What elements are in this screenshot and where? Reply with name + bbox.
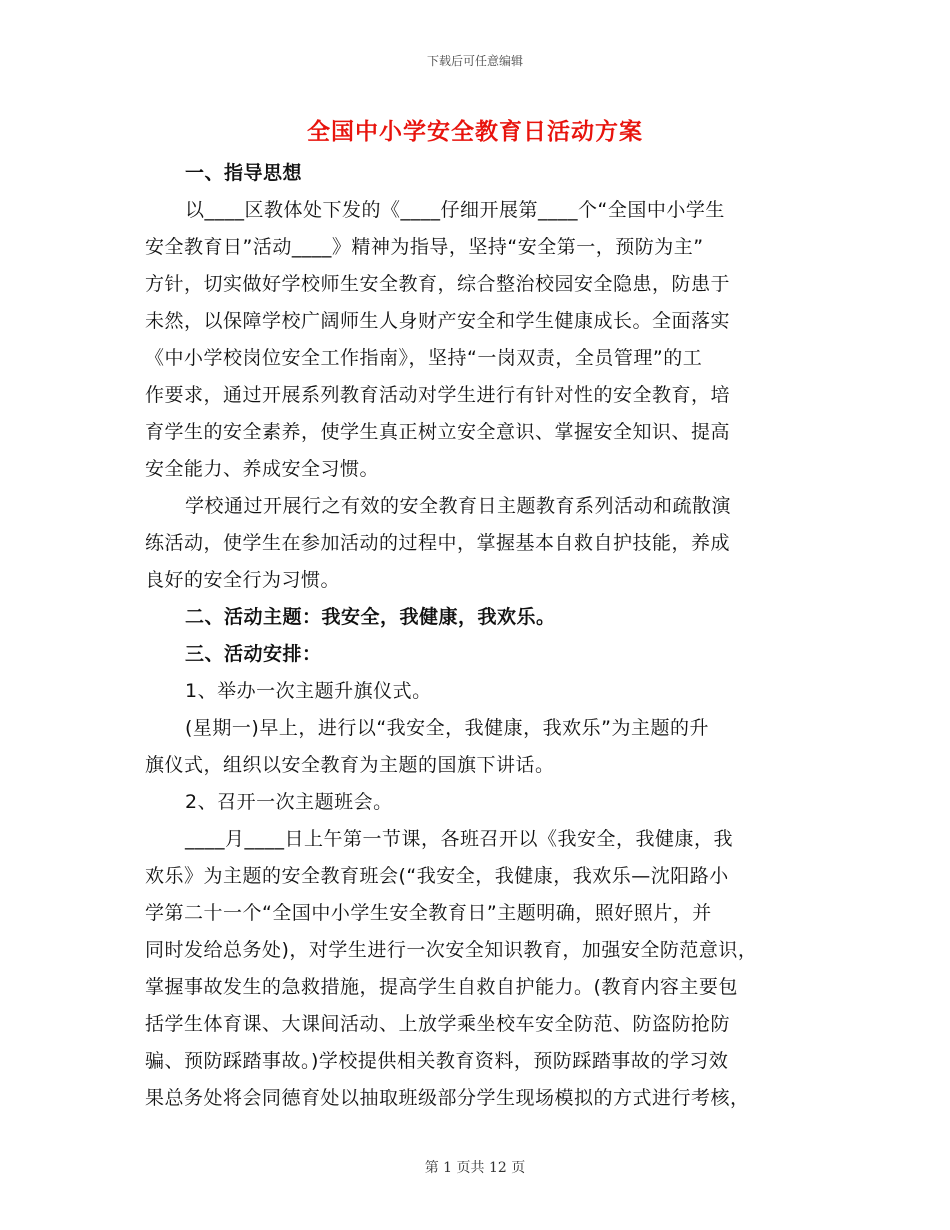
paragraph-line: 良好的安全行为习惯。 (145, 569, 341, 591)
document-title: 全国中小学安全教育日活动方案 (307, 119, 643, 145)
paragraph-line: 安全教育日”活动____》精神为指导，坚持“安全第一，预防为主” (145, 236, 704, 258)
paragraph-line: 学第二十一个“全国中小学生安全教育日”主题明确，照好照片，并 (145, 902, 712, 924)
paragraph-line: 作要求，通过开展系列教育活动对学生进行有针对性的安全教育，培 (145, 384, 731, 406)
paragraph-line: 同时发给总务处)，对学生进行一次安全知识教育，加强安全防范意识， (145, 939, 758, 961)
document-body (145, 155, 813, 1117)
paragraph-line: 1、举办一次主题升旗仪式。 (185, 680, 432, 702)
paragraph-line: 旗仪式，组织以安全教育为主题的国旗下讲话。 (145, 754, 555, 776)
paragraph-line: 以____区教体处下发的《____仔细开展第____个“全国中小学生 (185, 199, 725, 221)
section-heading: 二、活动主题：我安全，我健康，我欢乐。 (185, 606, 556, 628)
paragraph-line: 果总务处将会同德育处以抽取班级部分学生现场模拟的方式进行考核， (145, 1087, 750, 1109)
paragraph-line: 欢乐》为主题的安全教育班会(“我安全，我健康，我欢乐—沈阳路小 (145, 865, 729, 887)
paragraph-line: 学校通过开展行之有效的安全教育日主题教育系列活动和疏散演 (185, 495, 732, 517)
page-footer: 第 1 页共 12 页 (424, 1160, 526, 1176)
paragraph-line: 安全能力、养成安全习惯。 (145, 458, 380, 480)
paragraph-line: 练活动，使学生在参加活动的过程中，掌握基本自救自护技能，养成 (145, 532, 731, 554)
paragraph-line: 《中小学校岗位安全工作指南》，坚持“一岗双责，全员管理”的工 (145, 347, 703, 369)
paragraph-line: 未然，以保障学校广阔师生人身财产安全和学生健康成长。全面落实 (145, 310, 731, 332)
paragraph-line: 括学生体育课、大课间活动、上放学乘坐校车安全防范、防盗防抢防 (145, 1013, 731, 1035)
paragraph-line: 骗、预防踩踏事故。)学校提供相关教育资料，预防踩踏事故的学习效 (145, 1050, 729, 1072)
paragraph-line: (星期一)早上，进行以“我安全，我健康，我欢乐”为主题的升 (185, 717, 710, 739)
paragraph-line: ____月____日上午第一节课，各班召开以《我安全，我健康，我 (185, 828, 734, 850)
section-heading: 一、指导思想 (185, 162, 303, 184)
section-heading: 三、活动安排： (185, 643, 322, 665)
page-header: 下载后可任意编辑 (426, 54, 523, 68)
paragraph-line: 育学生的安全素养，使学生真正树立安全意识、掌握安全知识、提高 (145, 421, 731, 443)
paragraph-line: 掌握事故发生的急救措施，提高学生自救自护能力。(教育内容主要包 (145, 976, 738, 998)
paragraph-line: 2、召开一次主题班会。 (185, 791, 393, 813)
paragraph-line: 方针，切实做好学校师生安全教育，综合整治校园安全隐患，防患于 (145, 273, 731, 295)
